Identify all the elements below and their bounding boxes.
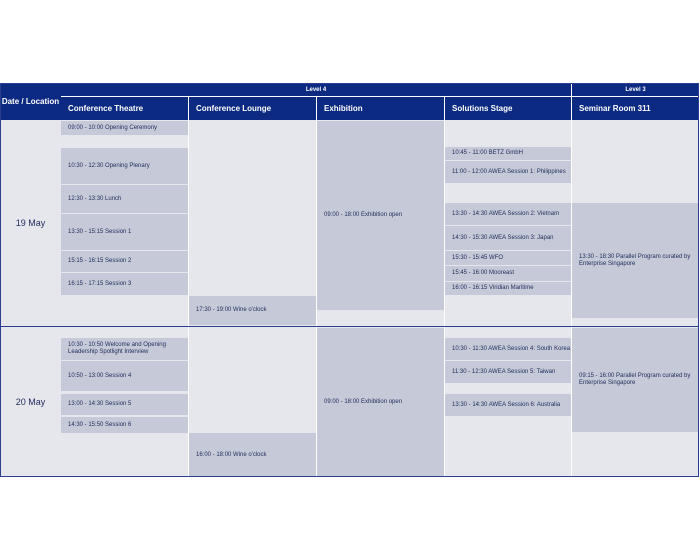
date-label-20-may: 20 May (15, 397, 46, 407)
session-block: 09:00 - 18:00 Exhibition open (317, 121, 444, 310)
column-header-label: Conference Theatre (68, 104, 144, 113)
session-block: 11:00 - 12:00 AWEA Session 1: Philippines (445, 161, 571, 183)
date-location-header (0, 83, 61, 120)
column-header-solutions-stage (445, 97, 571, 120)
level-3-header (572, 83, 699, 96)
date-location-label: Date / Location (1, 96, 60, 106)
session-block: 17:30 - 19:00 Wine o'clock (189, 296, 316, 325)
session-block: 12:30 - 13:30 Lunch (61, 185, 188, 213)
session-block: 13:00 - 14:30 Session 5 (61, 394, 188, 415)
session-block: 10:50 - 13:00 Session 4 (61, 361, 188, 391)
column-header-label: Solutions Stage (452, 104, 513, 113)
column-header-label: Conference Lounge (196, 104, 272, 113)
column-header-conference-theatre (61, 97, 188, 120)
column-header-conference-lounge (189, 97, 316, 120)
session-block: 10:45 - 11:00 BETZ GmbH (445, 147, 571, 160)
column-divider (316, 120, 317, 477)
column-header-exhibition (317, 97, 444, 120)
date-label-19-may: 19 May (15, 218, 46, 228)
session-block: 09:00 - 18:00 Exhibition open (317, 328, 444, 477)
session-block: 09:15 - 16:00 Parallel Program curated by Enterprise Singapore (572, 328, 699, 432)
session-block: 10:30 - 10:50 Welcome and Opening Leadership Spotlight Interview (61, 338, 188, 360)
session-block: 16:00 - 16:15 Viridian Maritime (445, 282, 571, 295)
session-block: 15:15 - 16:15 Session 2 (61, 251, 188, 272)
session-block: 10:30 - 11:30 AWEA Session 4: South Korea (445, 338, 571, 360)
level-4-label: Level 4 (305, 86, 327, 93)
column-divider (444, 120, 445, 477)
session-block: 13:30 - 14:30 AWEA Session 6: Australia (445, 394, 571, 416)
day-divider (0, 326, 699, 327)
session-block: 15:45 - 16:00 Mooreast (445, 266, 571, 281)
session-block: 15:30 - 15:45 WFO (445, 251, 571, 265)
column-divider (188, 120, 189, 477)
column-header-label: Seminar Room 311 (579, 104, 651, 113)
level-4-header (61, 83, 571, 96)
session-block: 09:00 - 10:00 Opening Ceremony (61, 121, 188, 135)
column-divider (571, 120, 572, 477)
event-schedule-table (0, 83, 699, 477)
session-block: 11:30 - 12:30 AWEA Session 5: Taiwan (445, 361, 571, 383)
session-block: 13:30 - 15:15 Session 1 (61, 214, 188, 250)
session-block: 10:30 - 12:30 Opening Plenary (61, 148, 188, 184)
column-header-label: Exhibition (324, 104, 363, 113)
level-3-label: Level 3 (625, 86, 646, 93)
session-block: 16:15 - 17:15 Session 3 (61, 273, 188, 295)
session-block: 14:30 - 15:50 Session 6 (61, 417, 188, 433)
session-block: 16:00 - 18:00 Wine o'clock (189, 433, 316, 477)
column-header-seminar-room-311 (572, 97, 699, 120)
session-block: 13:30 - 14:30 AWEA Session 2: Vietnam (445, 203, 571, 225)
session-block: 13:30 - 18:30 Parallel Program curated by Enterprise Singapore (572, 203, 699, 318)
session-block: 14:30 - 15:30 AWEA Session 3: Japan (445, 226, 571, 250)
